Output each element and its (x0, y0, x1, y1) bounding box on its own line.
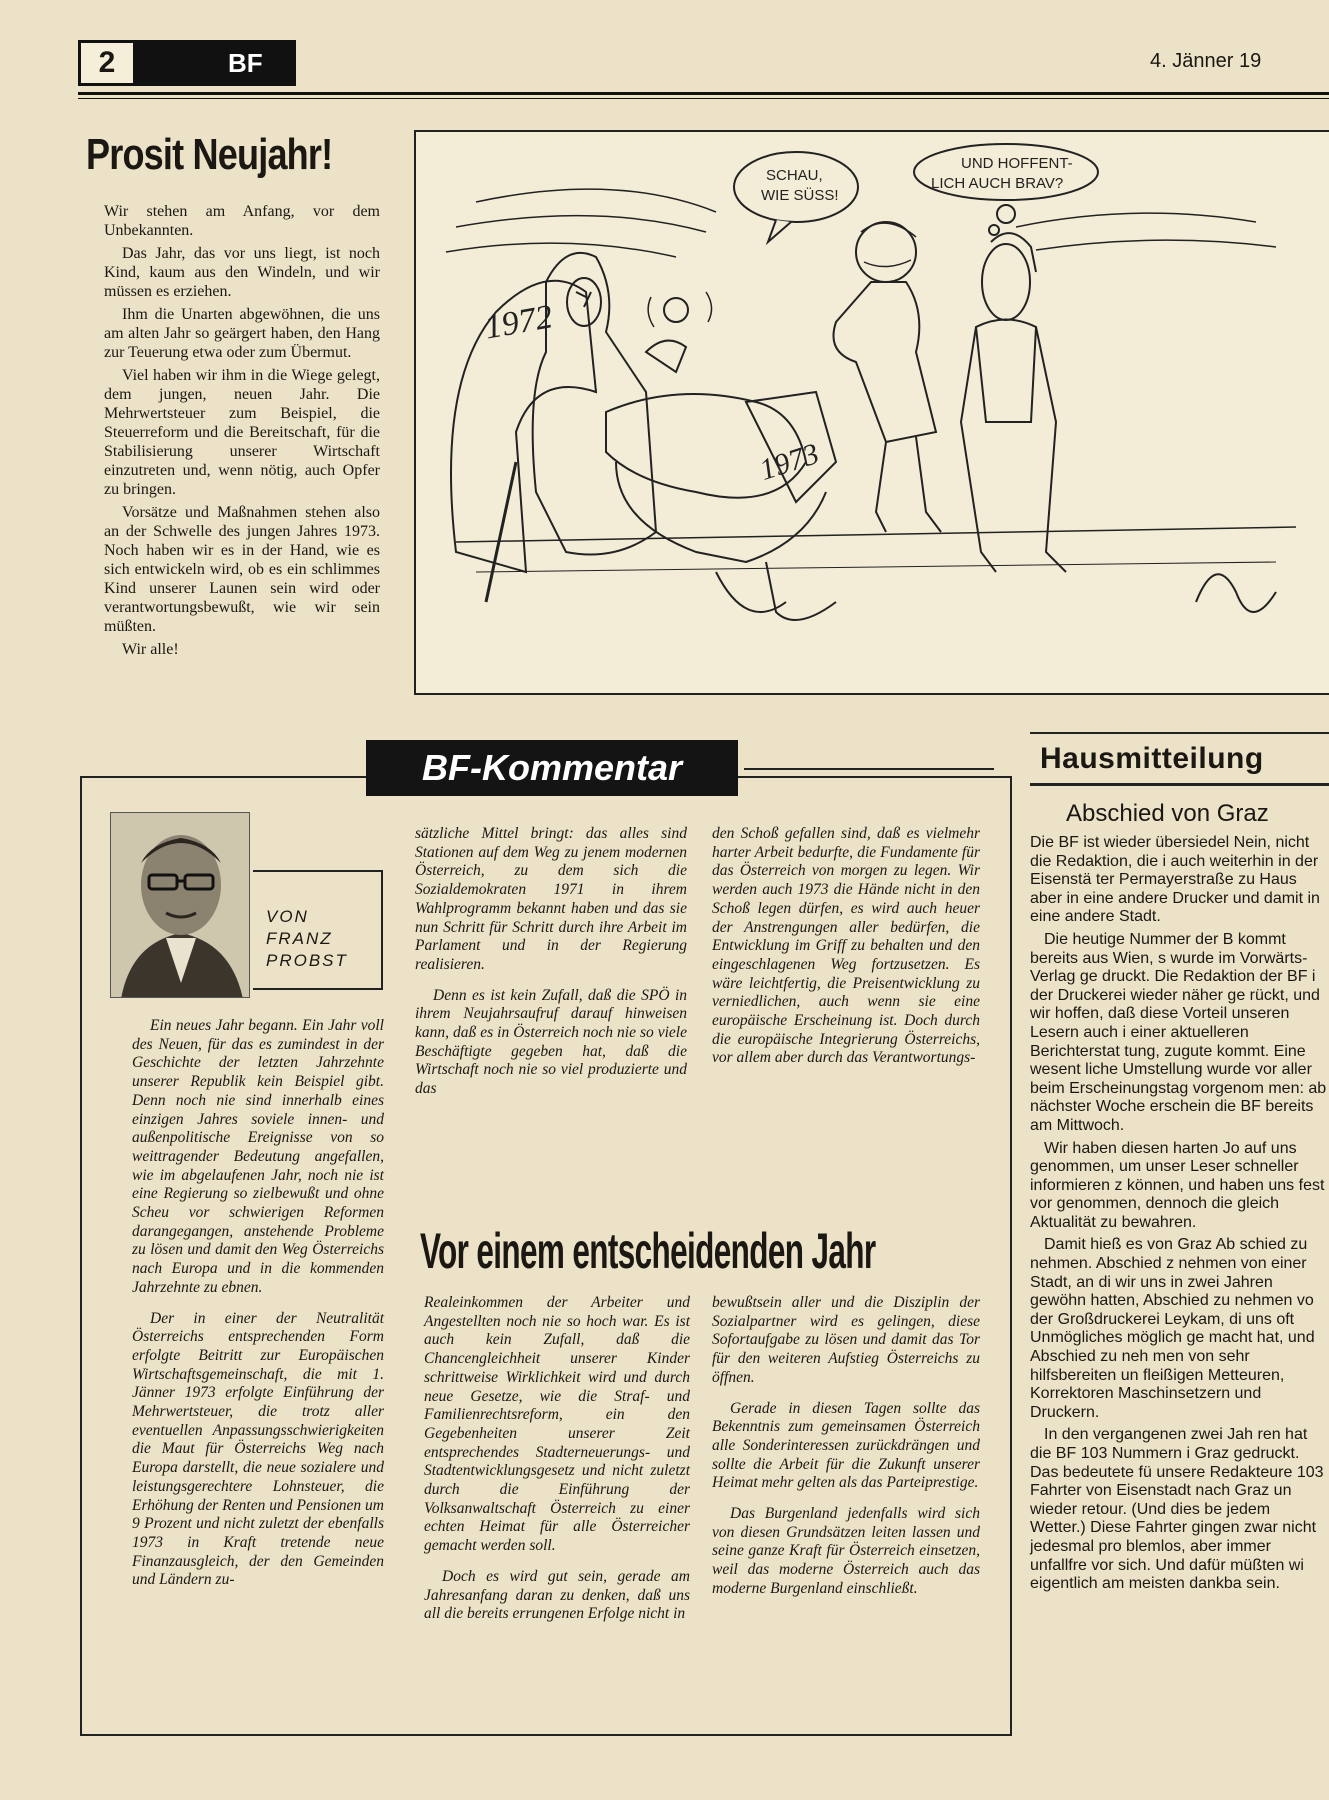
haus-paragraph: Wir haben diesen harten Jo auf uns genommen, um unser Leser schneller informieren z können, und haben uns fest vor genommen, dennoch die gleich Aktualität zu bewahren. (1030, 1139, 1325, 1231)
header-rule (78, 92, 1329, 95)
prosit-paragraph: Ihm die Unarten abgewöhnen, die uns am alten Jahr so geärgert haben, den Hang zur Teuerung etwa oder zum Übermut. (104, 306, 380, 361)
haus-subheadline: Abschied von Graz (1066, 800, 1269, 827)
haus-rule-bottom (1030, 783, 1329, 786)
cartoon-bubble-right-line1: UND HOFFENT- (961, 155, 1073, 172)
prosit-article (104, 202, 380, 671)
kommentar-paragraph: Das Burgenland jedenfalls wird sich von diesen Grundsätzen leiten lassen und seine ganze Kraft für Österreich einsetzen, weil das moderne Österreich auch das moderne Burgenland einschließt. (712, 1505, 980, 1597)
kommentar-paragraph: Ein neues Jahr begann. Ein Jahr voll des Neuen, für das es zumindest in der Geschichte der letzten Jahrzehnte unserer Republik kein Beispiel gibt. Denn noch nie sind innerhalb eines einzigen Jahres soviele innen- und außenpolitische Ereignisse von so weittragender Bedeutung angefallen, wie im abgelaufenen Jahr, noch nie ist eine Regierung so zielbewußt und ohne Scheu vor schwierigen Reformen darangegangen, anstehende Probleme zu lösen und damit den Weg Österreichs nach Europa und in die kommenden Jahrzehnte zu ebnen. (132, 1017, 384, 1296)
author-byline-von: VON (266, 907, 309, 926)
cartoon-drawing (416, 132, 1329, 697)
haus-paragraph: Die heutige Nummer der B kommt bereits aus Wien, s wurde im Vorwärts-Verlag ge druckt. Die Redaktion der BF i der Druckerei wieder näher ge rückt, und wir hoffen, daß diese Vorteil unseren Lesern auch i einer aktuelleren Berichterstat tung, zugute kommt. Eine wesent liche Umstellung wurde vor aller beim Erscheinungstag vorgenom men: ab nächster Woche erschein die BF bereits am Mittwoch. (1030, 930, 1327, 1134)
haus-headline: Hausmitteilung (1040, 742, 1264, 775)
kommentar-headline: Vor einem entscheidenden Jahr (420, 1223, 876, 1279)
prosit-paragraph: Viel haben wir ihm in die Wiege gelegt, dem jungen, neuen Jahr. Die Mehrwertsteuer zum Beispiel, die Steuerreform und die Bereitschaft, für die Stabilisierung unserer Wirtschaft einzutreten und, wenn nötig, auch Opfer zu bringen. (104, 367, 380, 498)
kommentar-paragraph: sätzliche Mittel bringt: das alles sind Stationen auf dem Weg zu jenem modernen Österreich, zu dem sich die Sozialdemokraten 1971 in ihrem Wahlprogramm bekannt haben und das sie nun Schritt für Schritt durch ihre Arbeit im Parlament und in der Regierung realisieren. (415, 825, 687, 973)
kommentar-side-rule (744, 768, 994, 770)
section-label: BF (136, 40, 296, 86)
author-portrait (110, 812, 250, 998)
cartoon-illustration (414, 130, 1329, 695)
page-number: 2 (78, 40, 136, 86)
portrait-drawing (111, 813, 250, 998)
kommentar-paragraph: bewußtsein aller und die Disziplin der Sozialpartner wird es gelingen, diese Sofortaufgabe zu lösen und damit das Tor für den weiteren Aufstieg Österreichs zu öffnen. (712, 1294, 980, 1386)
kommentar-column-2 (415, 825, 687, 1111)
kommentar-column-5 (712, 1294, 980, 1611)
issue-date: 4. Jänner 19 (1150, 50, 1262, 72)
prosit-paragraph: Wir alle! (122, 641, 179, 658)
kommentar-paragraph: Der in einer der Neutralität Österreichs entsprechenden Form erfolgte Beitritt zur Europäischen Wirtschaftsgemeinschaft, die mit 1. Jänner 1973 erfolgte Einführung der Mehrwertsteuer, die trotz aller eventuellen Anpassungsschwierigkeiten die Maut für Österreichs Weg nach Europa darstellt, die neue sozialere und leistungsgerechtere Lohnsteuer, die Erhöhung der Renten und Pensionen um 9 Prozent und nicht zuletzt der ebenfalls 1973 in Kraft tretende neue Finanzausgleich, der den Gemeinden und Ländern zu- (132, 1309, 384, 1589)
prosit-paragraph: Wir stehen am Anfang, vor dem Unbekannten. (104, 203, 380, 239)
cartoon-bubble-left-line1: SCHAU, (766, 167, 823, 184)
kommentar-column-1 (132, 1017, 384, 1602)
kommentar-column-4 (424, 1294, 690, 1636)
haus-paragraph: In den vergangenen zwei Jah ren hat die BF 103 Nummern i Graz gedruckt. Das bedeutete fü unsere Redakteure 103 Fahrter von Eisenstadt nach Graz un wieder retour. (Und dies be jedem Wetter.) Diese Fahrter gingen zwar nicht jedesmal pro blemlos, aber immer unfallfre vor sich. Und dafür müßten wi eigentlich am meisten dankba sein. (1030, 1426, 1324, 1593)
kommentar-paragraph: den Schoß gefallen sind, daß es vielmehr harter Arbeit bedurfte, die Fundamente für das Österreich von morgen zu legen. Wir werden auch 1973 die Hände nicht in den Schoß legen dürfen, es wird auch heuer der Anstrengungen aller bedürfen, die Entwicklung im Griff zu behalten und den eingeschlagenen Weg fortzusetzen. Es wäre leichtfertig, die Preisentwicklung zu verniedlichen, auch wenn sie eine europäische Erscheinung ist. Doch durch die europäische Integrierung Österreichs, vor allem aber durch das Verantwortungs- (712, 825, 980, 1067)
haus-paragraph: Damit hieß es von Graz Ab schied zu nehmen. Abschied z nehmen von einer Stadt, an di wir uns in zwei Jahren gewöhn hatten, Abschied zu nehmen vo der Großdruckerei Leykam, di uns oft Unmögliches möglich ge macht hat, und Abschied zu neh men von sehr hilfsbereiten un fleißigen Metteuren, Korrektoren Maschinsetzern und Druckern. (1030, 1236, 1315, 1421)
kommentar-paragraph: Gerade in diesen Tagen sollte das Bekenntnis zum gemeinsamen Österreich alle Sonderinteressen zurückdrängen und sollte die Arbeit für die Zukunft unserer Heimat mehr gelten als das Parteiprestige. (712, 1399, 980, 1492)
prosit-paragraph: Das Jahr, das vor uns liegt, ist noch Kind, kaum aus den Windeln, und wir müssen es erziehen. (104, 245, 380, 300)
author-byline-lastname: PROBST (266, 951, 348, 970)
header-rule-thin (78, 98, 1329, 99)
kommentar-column-3 (712, 825, 980, 1080)
cartoon-bubble-left-line2: WIE SÜSS! (761, 187, 839, 204)
kommentar-banner: BF-Kommentar (366, 740, 738, 796)
kommentar-paragraph: Denn es ist kein Zufall, daß die SPÖ in ihrem Neujahrsaufruf darauf hinweisen kann, daß es in Österreich noch nie so viele Beschäftigte gegeben hat, daß die Wirtschaft noch nie so viel produzierte und das (415, 986, 687, 1098)
haus-rule-top (1030, 732, 1329, 734)
kommentar-paragraph: Realeinkommen der Arbeiter und Angestellten noch nie so hoch war. Es ist auch kein Zufall, daß die Chancengleichheit unserer Kinder schrittweise Wirklichkeit wird und durch neue Gesetze, wie die Straf- und Familienrechtsreform, ein den Gegebenheiten unserer Zeit entsprechendes Stadterneuerungs- und Stadtentwicklungsgesetz und nicht zuletzt durch die Einführung der Volksanwaltschaft Österreich zu einer echten Heimat für alle Österreicher gemacht werden soll. (424, 1294, 690, 1555)
prosit-headline: Prosit Neujahr! (86, 130, 333, 179)
kommentar-paragraph: Doch es wird gut sein, gerade am Jahresanfang daran zu denken, daß uns all die bereits errungenen Erfolge nicht in (424, 1567, 690, 1623)
haus-article (1030, 834, 1329, 1598)
haus-paragraph: Die BF ist wieder übersiedel Nein, nicht die Redaktion, die i auch weiterhin in der Eisenstä ter Permayerstraße zu Haus aber in eine andere Drucker und damit in eine andere Stadt. (1030, 834, 1320, 926)
chair-year-label: 1972 (481, 298, 556, 347)
author-byline-firstname: FRANZ (266, 929, 333, 948)
cartoon-bubble-right-line2: LICH AUCH BRAV? (931, 175, 1064, 192)
prosit-paragraph: Vorsätze und Maßnahmen stehen also an der Schwelle des jungen Jahres 1973. Noch haben wir es in der Hand, wie es sich entwickeln wird, ob es ein schlimmes Kind unserer Launen sein wird oder verantwortungsbewußt, wie wir sein müßten. (104, 504, 380, 635)
cradle-year-label: 1973 (755, 437, 823, 487)
author-byline (266, 906, 348, 972)
